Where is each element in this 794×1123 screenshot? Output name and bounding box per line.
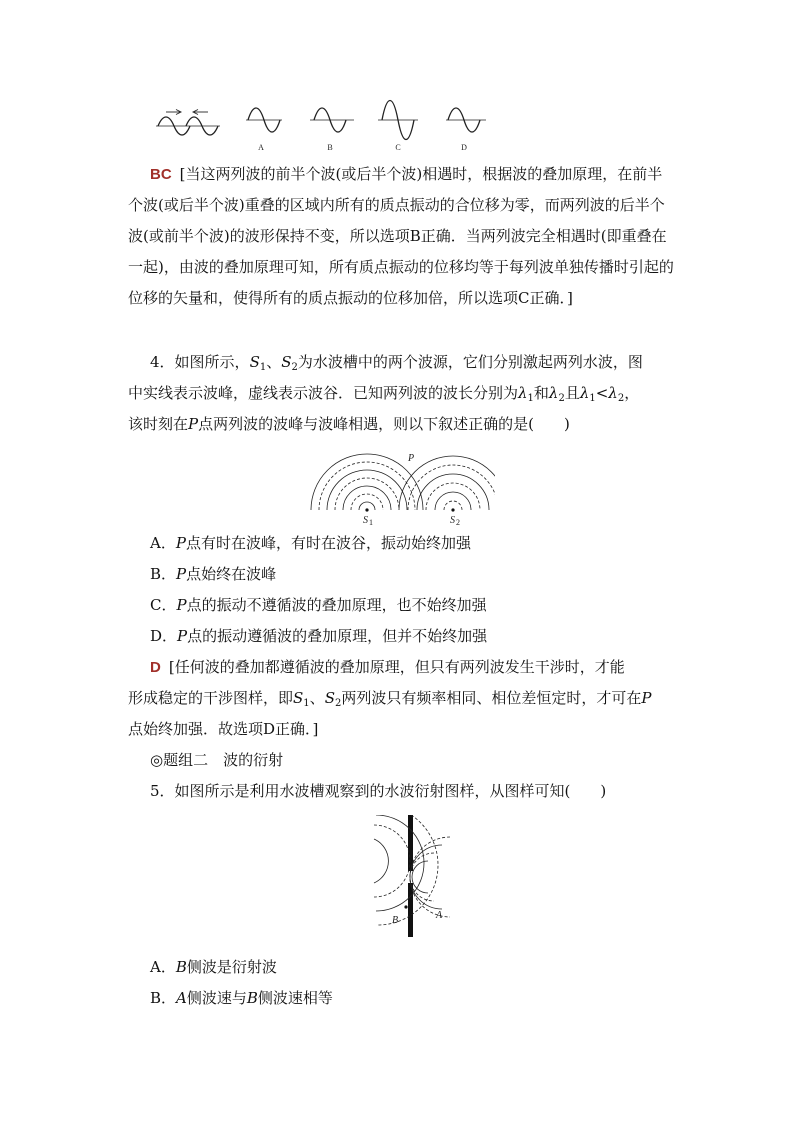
less-than: < <box>595 384 609 402</box>
var-lambda: λ <box>548 384 559 402</box>
var-s: S <box>281 353 292 371</box>
var-p: P <box>175 534 186 552</box>
q4-text: 、 <box>309 689 325 707</box>
sub-1: 1 <box>527 393 534 404</box>
q5-text: 如图所示是利用水波槽观察到的水波衍射图样，从图样可知( ) <box>174 782 607 800</box>
var-a: A <box>176 989 187 1007</box>
sub-1: 1 <box>259 362 267 373</box>
q4-explanation: 形成稳定的干涉图样，即 <box>128 689 294 707</box>
var-lambda: λ <box>518 384 528 402</box>
diffraction-figure <box>368 815 468 937</box>
q4-answer-line1 <box>150 657 625 678</box>
var-s: S <box>293 689 304 707</box>
option-key: A． <box>150 534 176 552</box>
q4-text: 如图所示， <box>174 353 250 371</box>
wave-superposition-figure <box>150 94 490 156</box>
var-s: S <box>249 353 260 371</box>
option-text: 侧波是衍射波 <box>186 958 277 976</box>
q4-number: 4． <box>150 353 175 371</box>
q4-answer-line3 <box>128 719 318 739</box>
q5-option-b <box>150 988 333 1008</box>
wave-label-a: A <box>258 143 264 152</box>
sub-1: 1 <box>303 698 310 709</box>
q4-text: 和 <box>533 384 549 402</box>
q4-option-d <box>150 626 487 646</box>
source-s2-label: S <box>450 515 455 526</box>
q4-text: 、 <box>266 353 282 371</box>
source-s1-label: S <box>363 515 368 526</box>
var-s: S <box>324 689 335 707</box>
q4-stem-line3 <box>128 414 570 434</box>
q3-answer-key: BC <box>150 166 172 183</box>
option-text: 点有时在波峰，有时在波谷，振动始终加强 <box>185 534 471 552</box>
option-key: C． <box>150 596 177 614</box>
wave-label-b: B <box>327 143 333 152</box>
var-lambda: λ <box>579 384 590 402</box>
q3-explanation: [当这两列波的前半个波(或后半个波)相遇时，根据波的叠加原理，在前半个波(或后半个波)重叠的区域内所有的质点振动的合位移为零，而两列波的后半个波(或前半个波)的波形保持不变，所以选项B正确．当两列波完全相遇时(即重叠在一起)，由波的叠加原理可知，所有质点振动的位移均等于每列波单独传播时引起的位移的矢量和，使得所有的质点振动的位移加倍，所以选项C正确．] <box>128 165 674 307</box>
q4-text: 且 <box>564 384 580 402</box>
option-key: A． <box>150 958 176 976</box>
var-p: P <box>177 627 188 645</box>
option-key: D． <box>150 627 178 645</box>
option-text: 侧波速相等 <box>257 989 333 1007</box>
option-text: 点始终在波峰 <box>186 565 277 583</box>
var-b: B <box>246 989 258 1007</box>
q4-answer-key: D <box>150 659 161 676</box>
q5-stem <box>150 781 606 801</box>
option-text: 点的振动遵循波的叠加原理，但并不始终加强 <box>187 627 488 645</box>
q4-option-c <box>150 595 487 615</box>
option-text: 点的振动不遵循波的叠加原理，也不始终加强 <box>186 596 487 614</box>
sub-2: 2 <box>558 393 565 404</box>
option-text: 侧波速与 <box>186 989 247 1007</box>
point-p-label: P <box>408 453 415 464</box>
two-source-interference-figure <box>305 450 495 528</box>
sub-2: 2 <box>291 362 298 373</box>
diffraction-svg <box>368 815 468 937</box>
q4-explanation: [任何波的叠加都遵循波的叠加原理，但只有两列波发生干涉时，才能 <box>168 658 625 676</box>
q4-option-b <box>150 564 276 584</box>
var-p: P <box>641 689 652 707</box>
q4-text: 为水波槽中的两个波源，它们分别激起两列水波，图 <box>297 353 643 371</box>
q5-number: 5． <box>150 782 175 800</box>
q4-explanation: 两列波只有频率相同、相位差恒定时，才可在 <box>341 689 642 707</box>
q4-text: ， <box>624 384 640 402</box>
var-p: P <box>188 415 199 433</box>
q4-stem-line1 <box>150 352 643 378</box>
source-s1-sub: 1 <box>369 518 373 527</box>
q3-answer-paragraph <box>128 159 674 314</box>
q4-option-a <box>150 533 471 553</box>
sub-2: 2 <box>334 698 342 709</box>
var-p: P <box>176 596 187 614</box>
q4-text: 点两列波的波峰与波峰相遇，则以下叙述正确的是( ) <box>198 415 570 433</box>
side-b-label: B <box>392 915 399 926</box>
side-a-label: A <box>436 910 443 921</box>
wave-label-d: D <box>461 143 467 152</box>
q5-option-a <box>150 957 277 977</box>
var-lambda: λ <box>608 384 618 402</box>
q4-explanation: 点始终加强．故选项D正确．] <box>128 720 319 738</box>
option-key: B． <box>150 989 177 1007</box>
option-key: B． <box>150 565 177 583</box>
wave-superposition-svg <box>150 94 490 156</box>
var-b: B <box>175 958 187 976</box>
sub-2: 2 <box>617 393 625 404</box>
q4-text: 该时刻在 <box>128 415 189 433</box>
sub-1: 1 <box>589 393 596 404</box>
interference-svg <box>305 450 495 528</box>
group2-heading: ◎题组二 波的衍射 <box>150 751 284 769</box>
q4-text: 中实线表示波峰，虚线表示波谷．已知两列波的波长分别为 <box>128 384 519 402</box>
source-s2-sub: 2 <box>456 518 460 527</box>
var-p: P <box>176 565 187 583</box>
wave-label-c: C <box>395 143 401 152</box>
q4-answer-line2 <box>128 688 651 714</box>
q4-stem-line2 <box>128 383 639 409</box>
